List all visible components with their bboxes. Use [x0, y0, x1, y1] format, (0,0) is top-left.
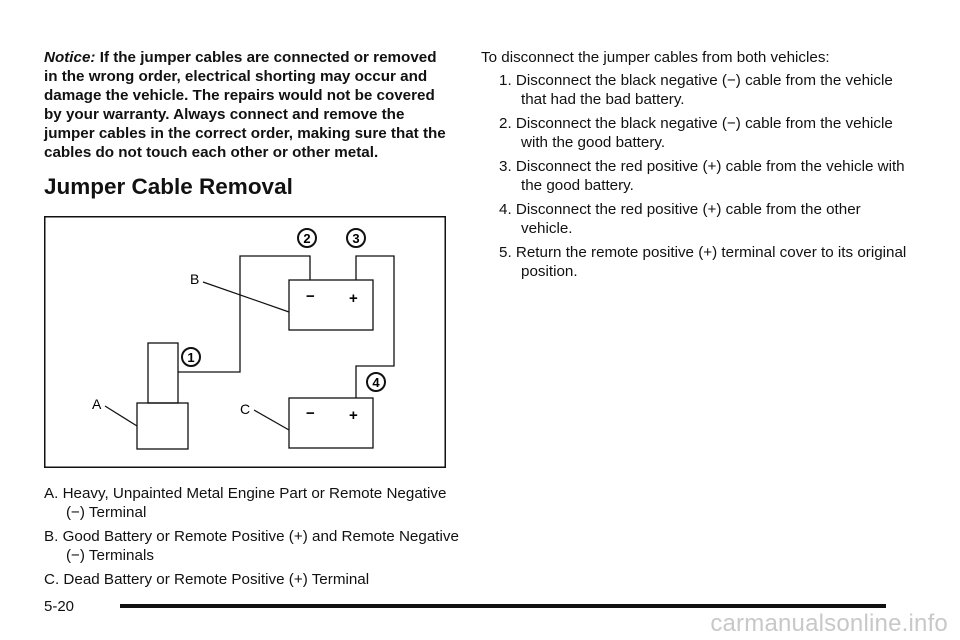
notice-label: Notice: [44, 49, 96, 66]
section-title: Jumper Cable Removal [44, 174, 293, 199]
callout-1 [182, 348, 200, 366]
leader-a [105, 406, 137, 426]
figure-legend [44, 484, 464, 594]
left-column [44, 48, 454, 202]
engine-part-block [137, 403, 188, 449]
label-a: A [92, 396, 102, 412]
svg-text:2: 2 [303, 231, 311, 246]
svg-text:3: 3 [352, 231, 360, 246]
leader-b [203, 282, 289, 312]
svg-text:1: 1 [187, 350, 195, 365]
disconnect-steps [481, 71, 911, 281]
legend-item-c: C. Dead Battery or Remote Positive (+) Terminal [44, 571, 370, 588]
label-b: B [190, 271, 200, 287]
notice-paragraph [44, 48, 454, 162]
legend-item-b: B. Good Battery or Remote Positive (+) and Remote Negative (−) Terminals [44, 528, 459, 564]
callout-3 [347, 229, 365, 247]
good-battery [289, 280, 373, 330]
disconnect-intro: To disconnect the jumper cables from both vehicles: [481, 49, 830, 66]
good-battery-positive: + [349, 290, 358, 307]
right-column [481, 48, 911, 286]
step-2: 2. Disconnect the black negative (−) cable from the vehicle with the good battery. [499, 115, 893, 151]
callout-4 [367, 373, 385, 391]
step-4: 4. Disconnect the red positive (+) cable from the other vehicle. [499, 201, 861, 237]
leader-c [254, 410, 289, 430]
jumper-cable-diagram [44, 216, 446, 468]
step-1: 1. Disconnect the black negative (−) cable from the vehicle that had the bad battery. [499, 72, 893, 108]
callout-2 [298, 229, 316, 247]
good-battery-negative: − [306, 288, 315, 305]
step-5: 5. Return the remote positive (+) terminal cover to its original position. [499, 244, 907, 280]
engine-part-post [148, 343, 178, 403]
step-3: 3. Disconnect the red positive (+) cable from the vehicle with the good battery. [499, 158, 905, 194]
label-c: C [240, 401, 251, 417]
dead-battery [289, 398, 373, 448]
watermark: carmanualsonline.info [710, 610, 948, 637]
notice-text: If the jumper cables are connected or removed in the wrong order, electrical shorting may occur and damage the vehicle. The repairs would not be covered by your warranty. Always connect and remove the jumper cables in the correct order, making sure that the cables do not touch each other or other metal. [44, 49, 446, 161]
legend-item-a: A. Heavy, Unpainted Metal Engine Part or Remote Negative (−) Terminal [44, 485, 447, 521]
footer-rule [120, 604, 886, 608]
dead-battery-negative: − [306, 405, 315, 422]
page-number: 5-20 [44, 598, 75, 615]
diagram-frame [45, 217, 446, 468]
dead-battery-positive: + [349, 407, 358, 424]
svg-text:4: 4 [372, 375, 380, 390]
